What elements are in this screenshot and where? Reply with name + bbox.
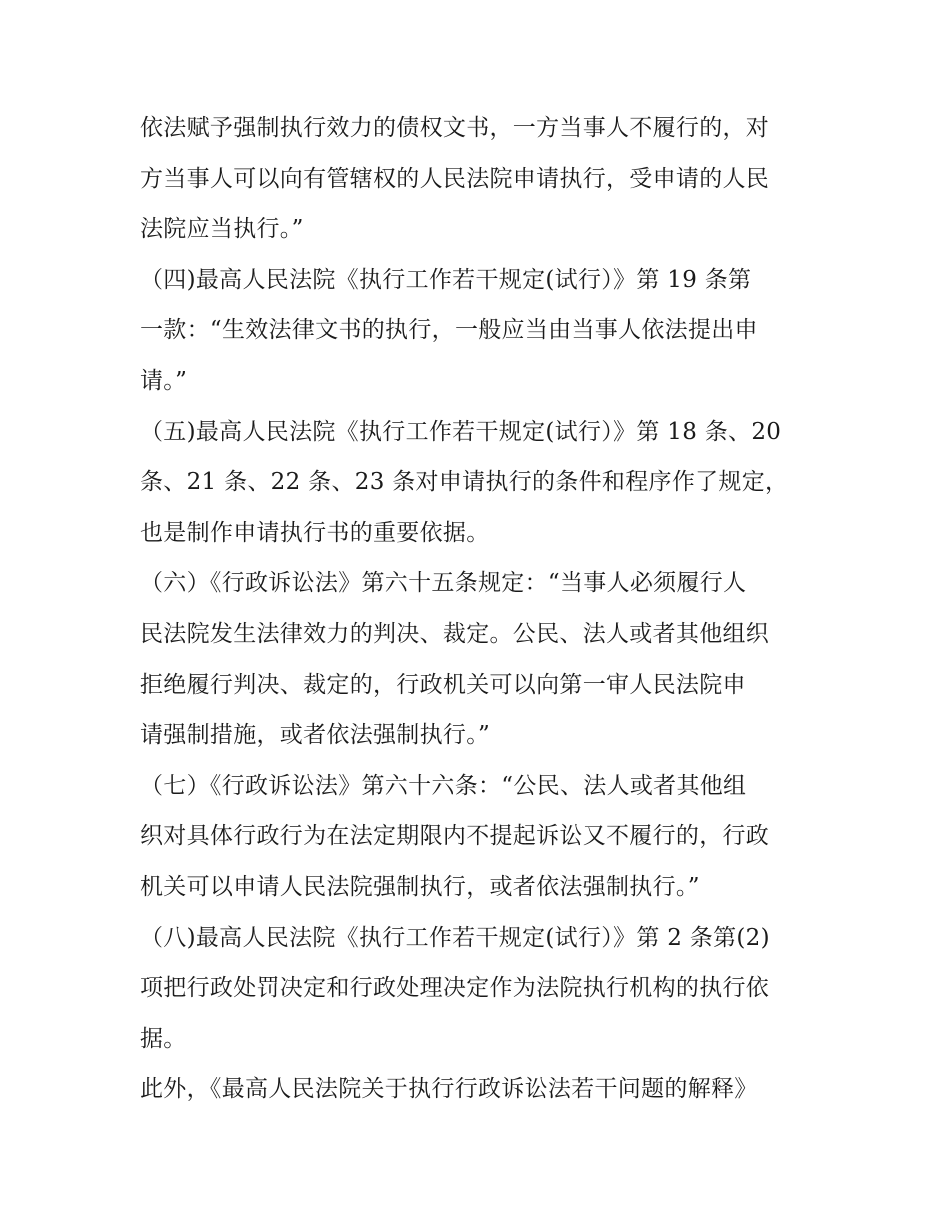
text-line: 依法赋予强制执行效力的债权文书，一方当事人不履行的，对 (140, 115, 770, 141)
text-line: 民法院发生法律效力的判决、裁定。公民、法人或者其他组织 (140, 620, 770, 647)
text-line: 请强制措施，或者依法强制执行。” (140, 722, 491, 749)
text-line: 拒绝履行判决、裁定的，行政机关可以向第一审人民法院申 (140, 671, 746, 698)
text-line: 条、21 条、22 条、23 条对申请执行的条件和程序作了规定， (140, 469, 789, 496)
text-line: 方当事人可以向有管辖权的人民法院申请执行，受申请的人民 (140, 165, 770, 192)
text-line: （七）《行政诉讼法》第六十六条：“公民、法人或者其他组 (140, 772, 747, 799)
text-line: （六）《行政诉讼法》第六十五条规定：“当事人必须履行人 (140, 570, 747, 597)
text-line: 请。” (140, 367, 188, 394)
text-line: 一款：“生效法律文书的执行，一般应当由当事人依法提出申 (140, 317, 758, 344)
text-line: （四)最高人民法院《执行工作若干规定(试行）》第 19 条第 (140, 266, 752, 293)
text-line: 此外，《最高人民法院关于执行行政诉讼法若干问题的解释》 (140, 1076, 758, 1103)
text-line: 项把行政处罚决定和行政处理决定作为法院执行机构的执行依 (140, 975, 770, 1002)
document-body (140, 103, 820, 1115)
text-line: 织对具体行政行为在法定期限内不提起诉讼又不履行的，行政 (140, 823, 770, 850)
text-line: （五)最高人民法院《执行工作若干规定(试行）》第 18 条、20 (140, 418, 782, 445)
text-line: 据。 (140, 1025, 187, 1052)
text-line: 机关可以申请人民法院强制执行，或者依法强制执行。” (140, 873, 700, 900)
text-line: （八)最高人民法院《执行工作若干规定(试行）》第 2 条第(2) (140, 924, 770, 951)
text-line: 也是制作申请执行书的重要依据。 (140, 519, 490, 546)
text-line: 法院应当执行。” (140, 216, 304, 243)
